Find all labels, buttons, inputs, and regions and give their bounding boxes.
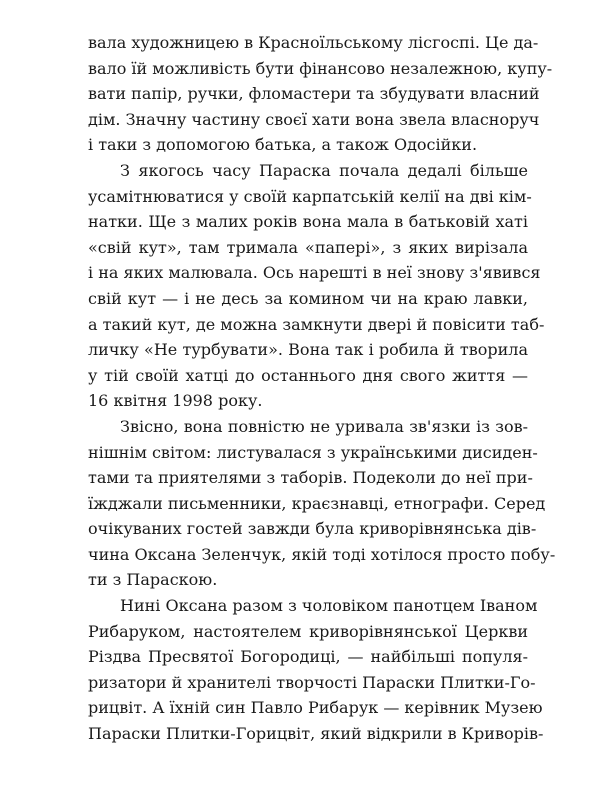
- text-line: Рибаруком, настоятелем криворівнянської Церкви: [88, 621, 528, 641]
- text-line: вало їй можливість бути фінансово незалежною, купу-: [88, 58, 553, 78]
- text-line: а такий кут, де можна замкнути двері й повісити таб-: [88, 314, 545, 334]
- page-text: [88, 30, 556, 747]
- paragraph-4: [88, 593, 544, 747]
- text-line: у тій своїй хатці до останнього дня свого життя —: [88, 365, 528, 385]
- text-line: натки. Ще з малих років вона мала в батьковій хаті: [88, 212, 528, 232]
- text-line: 16 квітня 1998 року.: [88, 391, 263, 411]
- text-line: і на яких малювала. Ось нарешті в неї знову з'явився: [88, 263, 541, 283]
- text-line: усамітнюватися у своїй карпатській келії на дві кім-: [88, 186, 532, 206]
- paragraph-2: [88, 158, 545, 414]
- text-line: Звісно, вона повністю не уривала зв'язки із зов-: [120, 416, 528, 436]
- text-line: личку «Не турбувати». Вона так і робила й творила: [88, 340, 528, 360]
- text-line: рицвіт. А їхній син Павло Рибарук — керівник Музею: [88, 698, 543, 718]
- text-line: їжджали письменники, краєзнавці, етнографи. Серед: [88, 493, 546, 513]
- paragraph-1: [88, 30, 553, 158]
- text-line: «свій кут», там тримала «папері», з яких вирізала: [88, 237, 528, 257]
- text-line: і таки з допомогою батька, а також Одосійки.: [88, 135, 478, 155]
- text-line: чина Оксана Зеленчук, якій тоді хотілося просто побу-: [88, 544, 556, 564]
- text-line: Нині Оксана разом з чоловіком панотцем Іваном: [120, 596, 538, 616]
- text-line: свій кут — і не десь за комином чи на краю лавки,: [88, 288, 528, 308]
- text-line: очікуваних гостей завжди була криворівнянська дів-: [88, 519, 537, 539]
- text-line: тами та приятелями з таборів. Подеколи до неї при-: [88, 468, 533, 488]
- paragraph-3: [88, 414, 556, 593]
- text-line: дім. Значну частину своєї хати вона звела власноруч: [88, 109, 540, 129]
- text-line: ризатори й хранителі творчості Параски Плитки-Го-: [88, 672, 536, 692]
- text-line: Параски Плитки-Горицвіт, який відкрили в Криворів-: [88, 724, 544, 744]
- text-line: ти з Параскою.: [88, 570, 218, 590]
- text-line: З якогось часу Параска почала дедалі більше: [120, 160, 528, 180]
- text-line: нішнім світом: листувалася з українськими дисиден-: [88, 442, 538, 462]
- text-line: вати папір, ручки, фломастери та збудувати власний: [88, 84, 540, 104]
- text-line: Різдва Пресвятої Богородиці, — найбільші популя-: [88, 647, 528, 667]
- text-line: вала художницею в Красноїльському лісгоспі. Це да-: [88, 33, 539, 52]
